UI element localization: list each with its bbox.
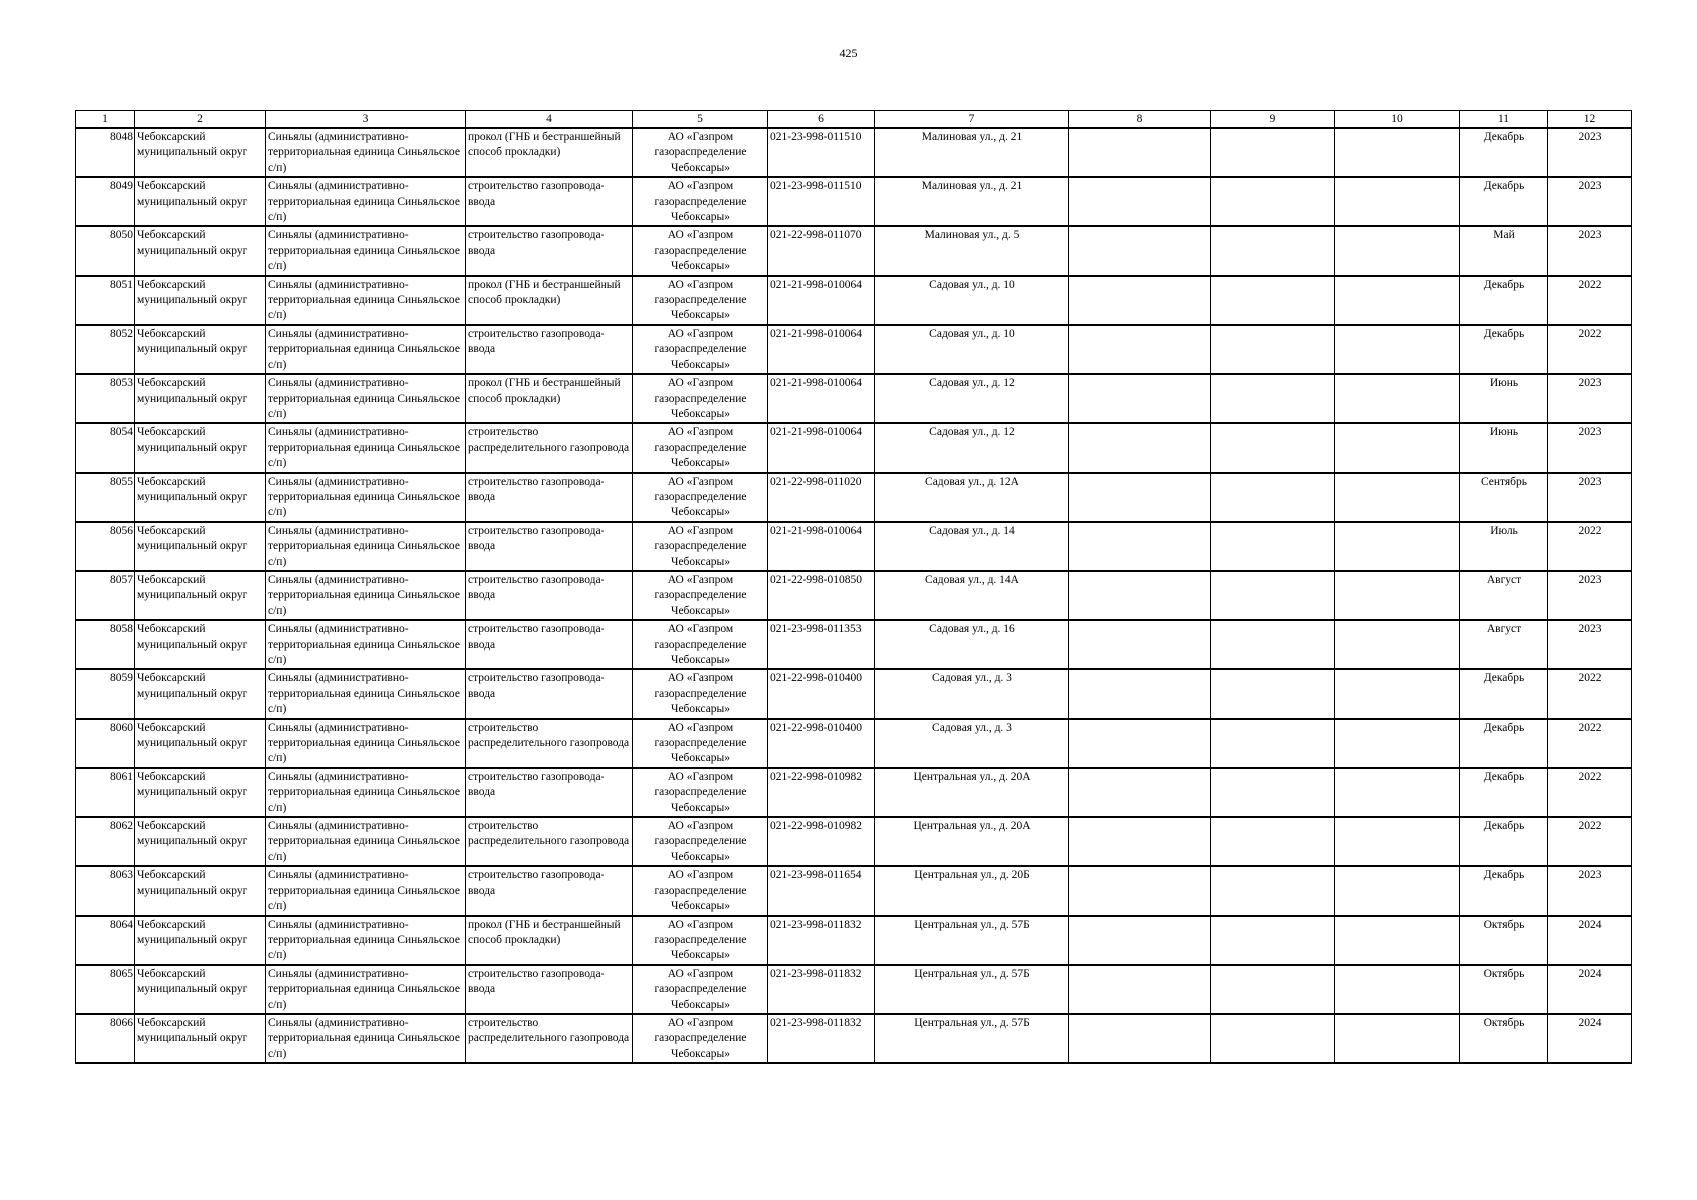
month-cell: Июнь bbox=[1460, 423, 1548, 472]
column-9-cell bbox=[1211, 817, 1335, 866]
address-cell: Садовая ул., д. 14 bbox=[875, 522, 1069, 571]
row-number-cell: 8048 bbox=[76, 128, 135, 177]
column-8-cell bbox=[1069, 1014, 1211, 1063]
year-cell: 2023 bbox=[1548, 473, 1632, 522]
column-10-cell bbox=[1335, 177, 1460, 226]
column-8-cell bbox=[1069, 423, 1211, 472]
operator-cell: АО «Газпром газораспределение Чебоксары» bbox=[633, 374, 768, 423]
settlement-cell: Синьялы (административно-территориальная единица Синьяльское с/п) bbox=[266, 620, 466, 669]
table-row bbox=[76, 1014, 1632, 1063]
work-type-cell: строительство распределительного газопровода bbox=[466, 423, 633, 472]
settlement-cell: Синьялы (административно-территориальная единица Синьяльское с/п) bbox=[266, 1014, 466, 1063]
month-cell: Декабрь bbox=[1460, 866, 1548, 915]
table-row bbox=[76, 571, 1632, 620]
registration-number-cell: 021-23-998-011510 bbox=[768, 128, 875, 177]
district-cell: Чебоксарский муниципальный округ bbox=[135, 719, 266, 768]
column-10-cell bbox=[1335, 669, 1460, 718]
table-row bbox=[76, 522, 1632, 571]
table-row bbox=[76, 669, 1632, 718]
column-8-cell bbox=[1069, 965, 1211, 1014]
operator-cell: АО «Газпром газораспределение Чебоксары» bbox=[633, 965, 768, 1014]
work-type-cell: строительство газопровода-ввода bbox=[466, 620, 633, 669]
row-number-cell: 8058 bbox=[76, 620, 135, 669]
district-cell: Чебоксарский муниципальный округ bbox=[135, 916, 266, 965]
row-number-cell: 8062 bbox=[76, 817, 135, 866]
month-cell: Сентябрь bbox=[1460, 473, 1548, 522]
year-cell: 2022 bbox=[1548, 325, 1632, 374]
table-row bbox=[76, 177, 1632, 226]
work-type-cell: строительство газопровода-ввода bbox=[466, 965, 633, 1014]
year-cell: 2022 bbox=[1548, 276, 1632, 325]
district-cell: Чебоксарский муниципальный округ bbox=[135, 1014, 266, 1063]
column-header-1: 1 bbox=[76, 111, 135, 129]
district-cell: Чебоксарский муниципальный округ bbox=[135, 817, 266, 866]
month-cell: Июнь bbox=[1460, 374, 1548, 423]
district-cell: Чебоксарский муниципальный округ bbox=[135, 620, 266, 669]
year-cell: 2022 bbox=[1548, 719, 1632, 768]
registration-number-cell: 021-23-998-011510 bbox=[768, 177, 875, 226]
column-10-cell bbox=[1335, 768, 1460, 817]
work-type-cell: прокол (ГНБ и бестраншейный способ прокладки) bbox=[466, 916, 633, 965]
column-8-cell bbox=[1069, 177, 1211, 226]
column-9-cell bbox=[1211, 226, 1335, 275]
row-number-cell: 8051 bbox=[76, 276, 135, 325]
table-row bbox=[76, 768, 1632, 817]
table-row bbox=[76, 916, 1632, 965]
month-cell: Декабрь bbox=[1460, 719, 1548, 768]
registration-number-cell: 021-23-998-011832 bbox=[768, 965, 875, 1014]
column-9-cell bbox=[1211, 423, 1335, 472]
settlement-cell: Синьялы (административно-территориальная единица Синьяльское с/п) bbox=[266, 177, 466, 226]
address-cell: Центральная ул., д. 20А bbox=[875, 817, 1069, 866]
column-9-cell bbox=[1211, 473, 1335, 522]
district-cell: Чебоксарский муниципальный округ bbox=[135, 571, 266, 620]
header-row bbox=[76, 111, 1632, 129]
row-number-cell: 8054 bbox=[76, 423, 135, 472]
registration-number-cell: 021-21-998-010064 bbox=[768, 276, 875, 325]
registration-number-cell: 021-22-998-011070 bbox=[768, 226, 875, 275]
district-cell: Чебоксарский муниципальный округ bbox=[135, 768, 266, 817]
column-header-5: 5 bbox=[633, 111, 768, 129]
address-cell: Центральная ул., д. 20А bbox=[875, 768, 1069, 817]
operator-cell: АО «Газпром газораспределение Чебоксары» bbox=[633, 866, 768, 915]
settlement-cell: Синьялы (административно-территориальная единица Синьяльское с/п) bbox=[266, 866, 466, 915]
column-8-cell bbox=[1069, 866, 1211, 915]
work-type-cell: строительство распределительного газопровода bbox=[466, 817, 633, 866]
year-cell: 2022 bbox=[1548, 768, 1632, 817]
operator-cell: АО «Газпром газораспределение Чебоксары» bbox=[633, 916, 768, 965]
district-cell: Чебоксарский муниципальный округ bbox=[135, 965, 266, 1014]
row-number-cell: 8061 bbox=[76, 768, 135, 817]
settlement-cell: Синьялы (административно-территориальная единица Синьяльское с/п) bbox=[266, 719, 466, 768]
table-row bbox=[76, 226, 1632, 275]
row-number-cell: 8052 bbox=[76, 325, 135, 374]
table-row bbox=[76, 276, 1632, 325]
settlement-cell: Синьялы (административно-территориальная единица Синьяльское с/п) bbox=[266, 423, 466, 472]
settlement-cell: Синьялы (административно-территориальная единица Синьяльское с/п) bbox=[266, 965, 466, 1014]
month-cell: Декабрь bbox=[1460, 669, 1548, 718]
address-cell: Центральная ул., д. 57Б bbox=[875, 965, 1069, 1014]
column-header-9: 9 bbox=[1211, 111, 1335, 129]
work-type-cell: строительство распределительного газопровода bbox=[466, 1014, 633, 1063]
settlement-cell: Синьялы (административно-территориальная единица Синьяльское с/п) bbox=[266, 817, 466, 866]
operator-cell: АО «Газпром газораспределение Чебоксары» bbox=[633, 571, 768, 620]
settlement-cell: Синьялы (административно-территориальная единица Синьяльское с/п) bbox=[266, 325, 466, 374]
column-10-cell bbox=[1335, 276, 1460, 325]
year-cell: 2022 bbox=[1548, 522, 1632, 571]
district-cell: Чебоксарский муниципальный округ bbox=[135, 423, 266, 472]
row-number-cell: 8050 bbox=[76, 226, 135, 275]
table-row bbox=[76, 866, 1632, 915]
operator-cell: АО «Газпром газораспределение Чебоксары» bbox=[633, 325, 768, 374]
column-10-cell bbox=[1335, 620, 1460, 669]
settlement-cell: Синьялы (административно-территориальная единица Синьяльское с/п) bbox=[266, 473, 466, 522]
work-type-cell: строительство газопровода-ввода bbox=[466, 669, 633, 718]
registration-number-cell: 021-23-998-011353 bbox=[768, 620, 875, 669]
table-row bbox=[76, 325, 1632, 374]
column-10-cell bbox=[1335, 571, 1460, 620]
month-cell: Август bbox=[1460, 620, 1548, 669]
operator-cell: АО «Газпром газораспределение Чебоксары» bbox=[633, 226, 768, 275]
row-number-cell: 8049 bbox=[76, 177, 135, 226]
month-cell: Декабрь bbox=[1460, 128, 1548, 177]
registration-number-cell: 021-23-998-011654 bbox=[768, 866, 875, 915]
column-header-3: 3 bbox=[266, 111, 466, 129]
settlement-cell: Синьялы (административно-территориальная единица Синьяльское с/п) bbox=[266, 128, 466, 177]
registration-number-cell: 021-22-998-010400 bbox=[768, 719, 875, 768]
work-type-cell: строительство газопровода-ввода bbox=[466, 325, 633, 374]
address-cell: Садовая ул., д. 16 bbox=[875, 620, 1069, 669]
month-cell: Октябрь bbox=[1460, 1014, 1548, 1063]
column-header-2: 2 bbox=[135, 111, 266, 129]
work-type-cell: строительство газопровода-ввода bbox=[466, 177, 633, 226]
operator-cell: АО «Газпром газораспределение Чебоксары» bbox=[633, 817, 768, 866]
column-10-cell bbox=[1335, 325, 1460, 374]
operator-cell: АО «Газпром газораспределение Чебоксары» bbox=[633, 620, 768, 669]
row-number-cell: 8059 bbox=[76, 669, 135, 718]
settlement-cell: Синьялы (административно-территориальная единица Синьяльское с/п) bbox=[266, 226, 466, 275]
work-type-cell: строительство газопровода-ввода bbox=[466, 473, 633, 522]
column-8-cell bbox=[1069, 719, 1211, 768]
column-10-cell bbox=[1335, 1014, 1460, 1063]
column-8-cell bbox=[1069, 325, 1211, 374]
column-header-8: 8 bbox=[1069, 111, 1211, 129]
column-8-cell bbox=[1069, 374, 1211, 423]
column-10-cell bbox=[1335, 128, 1460, 177]
year-cell: 2024 bbox=[1548, 916, 1632, 965]
address-cell: Садовая ул., д. 12А bbox=[875, 473, 1069, 522]
district-cell: Чебоксарский муниципальный округ bbox=[135, 177, 266, 226]
district-cell: Чебоксарский муниципальный округ bbox=[135, 325, 266, 374]
table-body bbox=[76, 128, 1632, 1063]
month-cell: Декабрь bbox=[1460, 177, 1548, 226]
column-9-cell bbox=[1211, 768, 1335, 817]
operator-cell: АО «Газпром газораспределение Чебоксары» bbox=[633, 128, 768, 177]
column-8-cell bbox=[1069, 916, 1211, 965]
settlement-cell: Синьялы (административно-территориальная единица Синьяльское с/п) bbox=[266, 768, 466, 817]
district-cell: Чебоксарский муниципальный округ bbox=[135, 226, 266, 275]
row-number-cell: 8065 bbox=[76, 965, 135, 1014]
row-number-cell: 8064 bbox=[76, 916, 135, 965]
year-cell: 2022 bbox=[1548, 669, 1632, 718]
district-cell: Чебоксарский муниципальный округ bbox=[135, 276, 266, 325]
year-cell: 2023 bbox=[1548, 571, 1632, 620]
month-cell: Декабрь bbox=[1460, 768, 1548, 817]
year-cell: 2024 bbox=[1548, 1014, 1632, 1063]
table-row bbox=[76, 719, 1632, 768]
address-cell: Садовая ул., д. 10 bbox=[875, 276, 1069, 325]
column-9-cell bbox=[1211, 719, 1335, 768]
column-8-cell bbox=[1069, 276, 1211, 325]
table-row bbox=[76, 473, 1632, 522]
month-cell: Май bbox=[1460, 226, 1548, 275]
row-number-cell: 8056 bbox=[76, 522, 135, 571]
column-8-cell bbox=[1069, 522, 1211, 571]
year-cell: 2023 bbox=[1548, 423, 1632, 472]
year-cell: 2023 bbox=[1548, 866, 1632, 915]
district-cell: Чебоксарский муниципальный округ bbox=[135, 669, 266, 718]
table-row bbox=[76, 423, 1632, 472]
column-9-cell bbox=[1211, 128, 1335, 177]
registration-number-cell: 021-21-998-010064 bbox=[768, 374, 875, 423]
registration-number-cell: 021-22-998-010400 bbox=[768, 669, 875, 718]
column-9-cell bbox=[1211, 916, 1335, 965]
column-8-cell bbox=[1069, 620, 1211, 669]
table-row bbox=[76, 128, 1632, 177]
registration-number-cell: 021-22-998-010982 bbox=[768, 768, 875, 817]
year-cell: 2023 bbox=[1548, 620, 1632, 669]
year-cell: 2022 bbox=[1548, 817, 1632, 866]
settlement-cell: Синьялы (административно-территориальная единица Синьяльское с/п) bbox=[266, 374, 466, 423]
year-cell: 2024 bbox=[1548, 965, 1632, 1014]
registration-number-cell: 021-23-998-011832 bbox=[768, 1014, 875, 1063]
column-8-cell bbox=[1069, 128, 1211, 177]
address-cell: Садовая ул., д. 12 bbox=[875, 374, 1069, 423]
row-number-cell: 8063 bbox=[76, 866, 135, 915]
operator-cell: АО «Газпром газораспределение Чебоксары» bbox=[633, 276, 768, 325]
registration-number-cell: 021-21-998-010064 bbox=[768, 522, 875, 571]
operator-cell: АО «Газпром газораспределение Чебоксары» bbox=[633, 473, 768, 522]
year-cell: 2023 bbox=[1548, 226, 1632, 275]
settlement-cell: Синьялы (административно-территориальная единица Синьяльское с/п) bbox=[266, 916, 466, 965]
column-8-cell bbox=[1069, 669, 1211, 718]
column-8-cell bbox=[1069, 226, 1211, 275]
column-10-cell bbox=[1335, 522, 1460, 571]
row-number-cell: 8055 bbox=[76, 473, 135, 522]
month-cell: Октябрь bbox=[1460, 965, 1548, 1014]
page-number: 425 bbox=[839, 46, 858, 60]
row-number-cell: 8057 bbox=[76, 571, 135, 620]
column-10-cell bbox=[1335, 423, 1460, 472]
column-9-cell bbox=[1211, 620, 1335, 669]
column-10-cell bbox=[1335, 374, 1460, 423]
column-10-cell bbox=[1335, 719, 1460, 768]
column-9-cell bbox=[1211, 522, 1335, 571]
column-9-cell bbox=[1211, 177, 1335, 226]
column-9-cell bbox=[1211, 669, 1335, 718]
table-row bbox=[76, 374, 1632, 423]
address-cell: Центральная ул., д. 57Б bbox=[875, 916, 1069, 965]
registration-number-cell: 021-21-998-010064 bbox=[768, 423, 875, 472]
operator-cell: АО «Газпром газораспределение Чебоксары» bbox=[633, 1014, 768, 1063]
column-10-cell bbox=[1335, 866, 1460, 915]
registration-number-cell: 021-23-998-011832 bbox=[768, 916, 875, 965]
column-header-4: 4 bbox=[466, 111, 633, 129]
row-number-cell: 8066 bbox=[76, 1014, 135, 1063]
table-row bbox=[76, 817, 1632, 866]
column-8-cell bbox=[1069, 571, 1211, 620]
column-8-cell bbox=[1069, 768, 1211, 817]
column-9-cell bbox=[1211, 1014, 1335, 1063]
work-type-cell: прокол (ГНБ и бестраншейный способ прокладки) bbox=[466, 276, 633, 325]
operator-cell: АО «Газпром газораспределение Чебоксары» bbox=[633, 768, 768, 817]
address-cell: Садовая ул., д. 14А bbox=[875, 571, 1069, 620]
operator-cell: АО «Газпром газораспределение Чебоксары» bbox=[633, 669, 768, 718]
column-10-cell bbox=[1335, 473, 1460, 522]
address-cell: Садовая ул., д. 3 bbox=[875, 669, 1069, 718]
work-type-cell: строительство газопровода-ввода bbox=[466, 768, 633, 817]
column-10-cell bbox=[1335, 817, 1460, 866]
address-cell: Центральная ул., д. 57Б bbox=[875, 1014, 1069, 1063]
registration-number-cell: 021-22-998-010850 bbox=[768, 571, 875, 620]
column-10-cell bbox=[1335, 965, 1460, 1014]
operator-cell: АО «Газпром газораспределение Чебоксары» bbox=[633, 719, 768, 768]
registration-number-cell: 021-22-998-010982 bbox=[768, 817, 875, 866]
registration-number-cell: 021-22-998-011020 bbox=[768, 473, 875, 522]
year-cell: 2023 bbox=[1548, 177, 1632, 226]
registration-number-cell: 021-21-998-010064 bbox=[768, 325, 875, 374]
month-cell: Декабрь bbox=[1460, 276, 1548, 325]
work-type-cell: строительство газопровода-ввода bbox=[466, 226, 633, 275]
column-header-12: 12 bbox=[1548, 111, 1632, 129]
month-cell: Октябрь bbox=[1460, 916, 1548, 965]
work-type-cell: строительство газопровода-ввода bbox=[466, 866, 633, 915]
column-header-6: 6 bbox=[768, 111, 875, 129]
table-row bbox=[76, 965, 1632, 1014]
column-8-cell bbox=[1069, 473, 1211, 522]
row-number-cell: 8060 bbox=[76, 719, 135, 768]
address-cell: Центральная ул., д. 20Б bbox=[875, 866, 1069, 915]
settlement-cell: Синьялы (административно-территориальная единица Синьяльское с/п) bbox=[266, 571, 466, 620]
address-cell: Малиновая ул., д. 5 bbox=[875, 226, 1069, 275]
row-number-cell: 8053 bbox=[76, 374, 135, 423]
settlement-cell: Синьялы (административно-территориальная единица Синьяльское с/п) bbox=[266, 522, 466, 571]
address-cell: Малиновая ул., д. 21 bbox=[875, 128, 1069, 177]
work-type-cell: строительство распределительного газопровода bbox=[466, 719, 633, 768]
column-10-cell bbox=[1335, 916, 1460, 965]
column-9-cell bbox=[1211, 965, 1335, 1014]
column-10-cell bbox=[1335, 226, 1460, 275]
work-type-cell: прокол (ГНБ и бестраншейный способ прокладки) bbox=[466, 374, 633, 423]
district-cell: Чебоксарский муниципальный округ bbox=[135, 128, 266, 177]
table-row bbox=[76, 620, 1632, 669]
year-cell: 2023 bbox=[1548, 374, 1632, 423]
work-type-cell: строительство газопровода-ввода bbox=[466, 522, 633, 571]
district-cell: Чебоксарский муниципальный округ bbox=[135, 522, 266, 571]
work-type-cell: прокол (ГНБ и бестраншейный способ прокладки) bbox=[466, 128, 633, 177]
operator-cell: АО «Газпром газораспределение Чебоксары» bbox=[633, 423, 768, 472]
district-cell: Чебоксарский муниципальный округ bbox=[135, 473, 266, 522]
year-cell: 2023 bbox=[1548, 128, 1632, 177]
column-header-10: 10 bbox=[1335, 111, 1460, 129]
column-9-cell bbox=[1211, 276, 1335, 325]
address-cell: Садовая ул., д. 10 bbox=[875, 325, 1069, 374]
column-header-7: 7 bbox=[875, 111, 1069, 129]
settlement-cell: Синьялы (административно-территориальная единица Синьяльское с/п) bbox=[266, 669, 466, 718]
settlement-cell: Синьялы (административно-территориальная единица Синьяльское с/п) bbox=[266, 276, 466, 325]
address-cell: Садовая ул., д. 3 bbox=[875, 719, 1069, 768]
column-8-cell bbox=[1069, 817, 1211, 866]
month-cell: Декабрь bbox=[1460, 325, 1548, 374]
table-header bbox=[76, 111, 1632, 129]
address-cell: Садовая ул., д. 12 bbox=[875, 423, 1069, 472]
column-9-cell bbox=[1211, 571, 1335, 620]
district-cell: Чебоксарский муниципальный округ bbox=[135, 866, 266, 915]
work-type-cell: строительство газопровода-ввода bbox=[466, 571, 633, 620]
month-cell: Июль bbox=[1460, 522, 1548, 571]
address-cell: Малиновая ул., д. 21 bbox=[875, 177, 1069, 226]
column-9-cell bbox=[1211, 374, 1335, 423]
month-cell: Август bbox=[1460, 571, 1548, 620]
month-cell: Декабрь bbox=[1460, 817, 1548, 866]
district-cell: Чебоксарский муниципальный округ bbox=[135, 374, 266, 423]
operator-cell: АО «Газпром газораспределение Чебоксары» bbox=[633, 522, 768, 571]
registry-table bbox=[75, 110, 1632, 1064]
column-header-11: 11 bbox=[1460, 111, 1548, 129]
operator-cell: АО «Газпром газораспределение Чебоксары» bbox=[633, 177, 768, 226]
column-9-cell bbox=[1211, 325, 1335, 374]
column-9-cell bbox=[1211, 866, 1335, 915]
